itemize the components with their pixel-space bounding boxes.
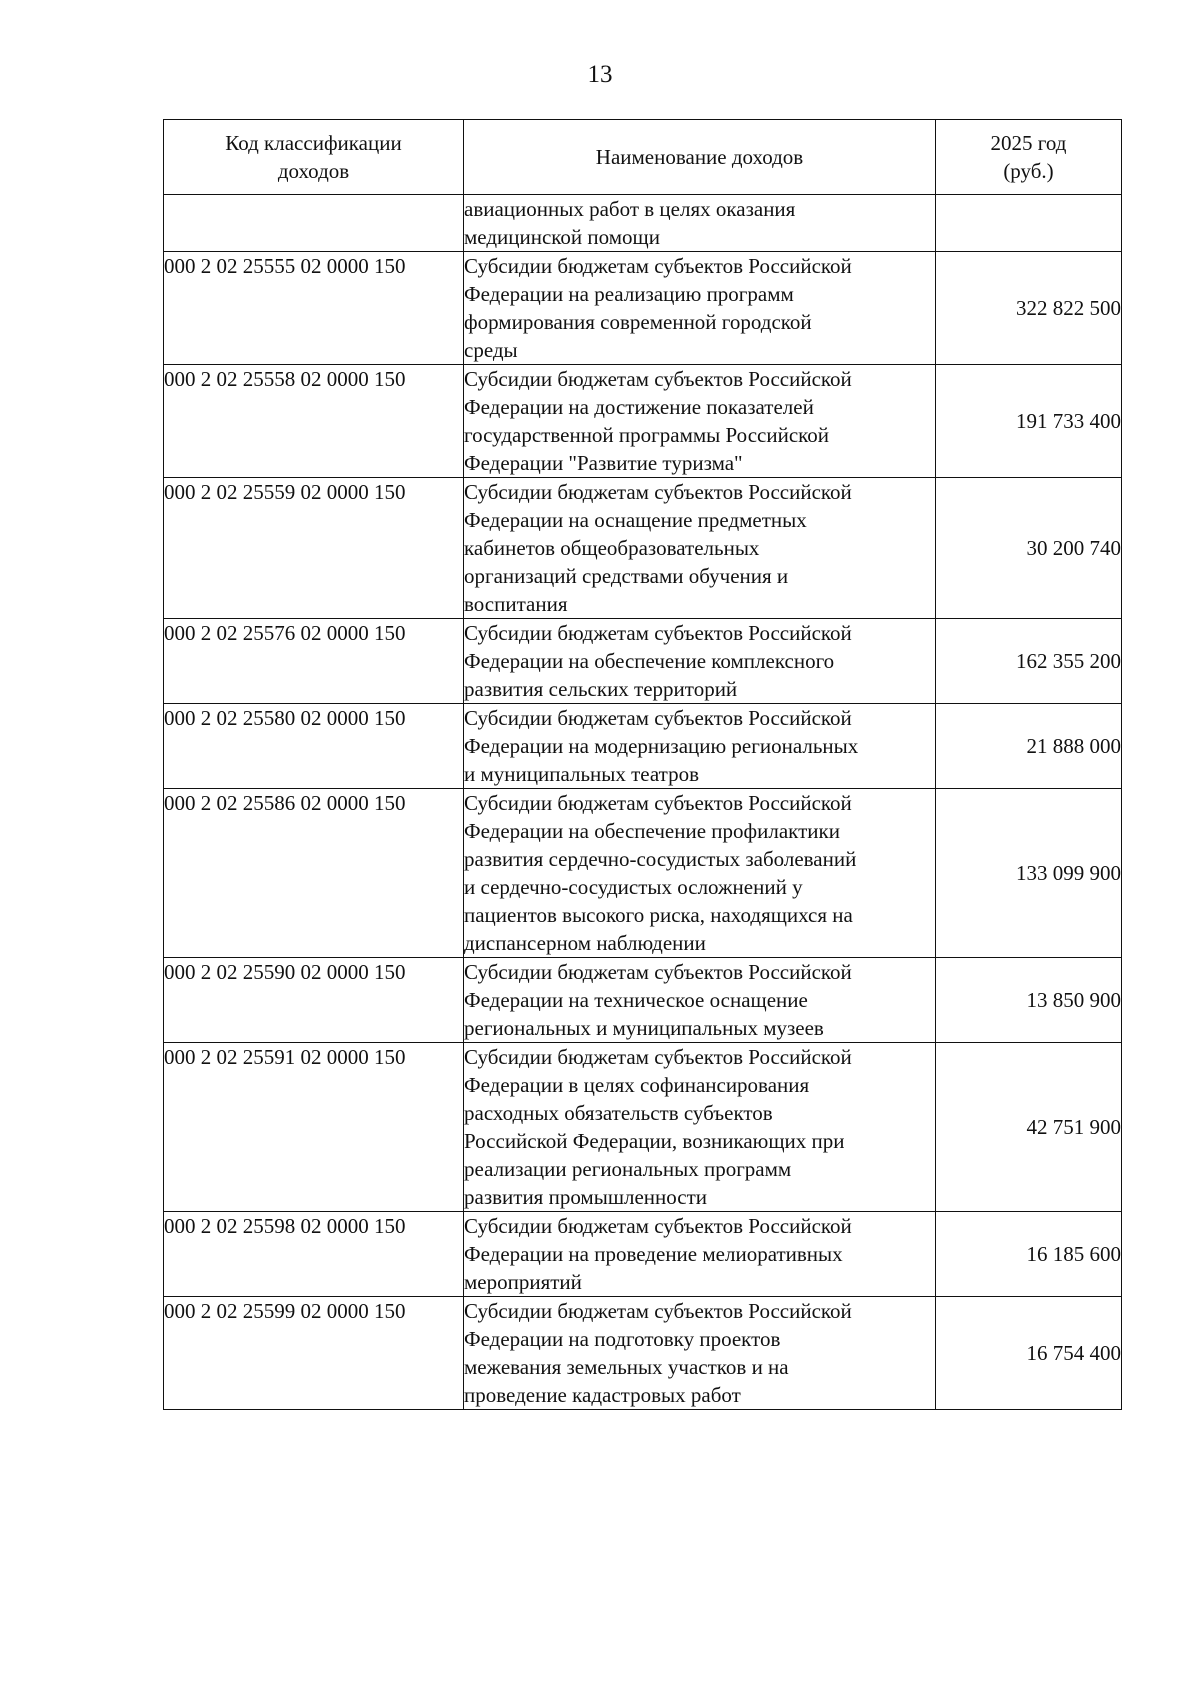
revenue-name-line: проведение кадастровых работ (464, 1383, 741, 1407)
revenue-name-cell (464, 365, 936, 478)
table-body (164, 195, 1122, 1410)
revenue-code-cell: 000 2 02 25559 02 0000 150 (164, 478, 464, 619)
revenue-name-line: воспитания (464, 592, 568, 616)
revenue-name-line: Федерации в целях софинансирования (464, 1073, 810, 1097)
table-row (164, 1043, 1122, 1212)
revenue-name-line: развития сердечно-сосудистых заболеваний (464, 847, 857, 871)
header-name-label: Наименование доходов (595, 145, 804, 169)
revenue-code-cell: 000 2 02 25590 02 0000 150 (164, 958, 464, 1043)
revenue-name-cell (464, 478, 936, 619)
revenue-name-line: Субсидии бюджетам субъектов Российской (464, 706, 852, 730)
table-row (164, 619, 1122, 704)
revenue-amount-cell: 133 099 900 (936, 789, 1122, 958)
revenue-amount-cell: 13 850 900 (936, 958, 1122, 1043)
revenue-name-line: мероприятий (464, 1270, 582, 1294)
revenue-amount-cell: 162 355 200 (936, 619, 1122, 704)
table-header-row (164, 120, 1122, 195)
revenue-code-cell: 000 2 02 25591 02 0000 150 (164, 1043, 464, 1212)
revenue-code-cell: 000 2 02 25555 02 0000 150 (164, 252, 464, 365)
revenue-name-line: диспансерном наблюдении (464, 931, 706, 955)
revenue-name-line: реализации региональных программ (464, 1157, 792, 1181)
header-code (164, 120, 464, 195)
revenue-name-line: Субсидии бюджетам субъектов Российской (464, 1299, 852, 1323)
revenue-name-line: Федерации на обеспечение профилактики (464, 819, 840, 843)
revenue-name-line: Субсидии бюджетам субъектов Российской (464, 254, 852, 278)
revenue-name-line: региональных и муниципальных музеев (464, 1016, 824, 1040)
revenue-name-cell (464, 704, 936, 789)
table-row (164, 789, 1122, 958)
revenue-code-cell: 000 2 02 25586 02 0000 150 (164, 789, 464, 958)
revenue-name-line: Федерации на проведение мелиоративных (464, 1242, 843, 1266)
header-name (464, 120, 936, 195)
revenue-name-line: развития сельских территорий (464, 677, 738, 701)
revenue-table (163, 119, 1122, 1410)
revenue-code-cell: 000 2 02 25599 02 0000 150 (164, 1297, 464, 1410)
revenue-name-line: Федерации на достижение показателей (464, 395, 814, 419)
revenue-name-cell (464, 619, 936, 704)
table-row (164, 365, 1122, 478)
revenue-name-line: Федерации на техническое оснащение (464, 988, 808, 1012)
revenue-amount-cell: 21 888 000 (936, 704, 1122, 789)
revenue-name-line: организаций средствами обучения и (464, 564, 789, 588)
revenue-name-line: пациентов высокого риска, находящихся на (464, 903, 853, 927)
revenue-name-line: Федерации на модернизацию региональных (464, 734, 859, 758)
table-row (164, 195, 1122, 252)
revenue-name-line: межевания земельных участков и на (464, 1355, 789, 1379)
revenue-name-cell (464, 1212, 936, 1297)
revenue-amount-cell: 42 751 900 (936, 1043, 1122, 1212)
revenue-name-cell (464, 789, 936, 958)
revenue-name-line: среды (464, 338, 518, 362)
revenue-name-cell (464, 1043, 936, 1212)
revenue-name-line: Субсидии бюджетам субъектов Российской (464, 480, 852, 504)
revenue-name-line: государственной программы Российской (464, 423, 830, 447)
table-row (164, 1212, 1122, 1297)
revenue-name-line: формирования современной городской (464, 310, 812, 334)
revenue-code-cell: 000 2 02 25580 02 0000 150 (164, 704, 464, 789)
revenue-amount-cell: 322 822 500 (936, 252, 1122, 365)
table-row (164, 704, 1122, 789)
revenue-amount-cell (936, 195, 1122, 252)
revenue-code-cell (164, 195, 464, 252)
revenue-name-line: Субсидии бюджетам субъектов Российской (464, 960, 852, 984)
revenue-name-line: Федерации на обеспечение комплексного (464, 649, 835, 673)
page-number: 13 (587, 61, 613, 88)
revenue-amount-cell: 191 733 400 (936, 365, 1122, 478)
header-amount-label: 2025 год (руб.) (990, 131, 1067, 183)
revenue-code-cell: 000 2 02 25576 02 0000 150 (164, 619, 464, 704)
revenue-amount-cell: 16 185 600 (936, 1212, 1122, 1297)
revenue-name-cell (464, 252, 936, 365)
revenue-code-cell: 000 2 02 25558 02 0000 150 (164, 365, 464, 478)
table-row (164, 252, 1122, 365)
header-code-label: Код классификации доходов (225, 131, 402, 183)
revenue-name-line: развития промышленности (464, 1185, 708, 1209)
revenue-name-line: Федерации "Развитие туризма" (464, 451, 743, 475)
revenue-name-line: Российской Федерации, возникающих при (464, 1129, 845, 1153)
revenue-name-line: и сердечно-сосудистых осложнений у (464, 875, 803, 899)
revenue-name-line: Федерации на подготовку проектов (464, 1327, 781, 1351)
revenue-name-cell (464, 195, 936, 252)
revenue-name-cell (464, 958, 936, 1043)
revenue-name-cell (464, 1297, 936, 1410)
revenue-name-line: Федерации на оснащение предметных (464, 508, 807, 532)
revenue-name-line: авиационных работ в целях оказания (464, 197, 796, 221)
header-amount (936, 120, 1122, 195)
revenue-amount-cell: 16 754 400 (936, 1297, 1122, 1410)
revenue-name-line: и муниципальных театров (464, 762, 700, 786)
table-row (164, 1297, 1122, 1410)
revenue-name-line: Субсидии бюджетам субъектов Российской (464, 1214, 852, 1238)
revenue-code-cell: 000 2 02 25598 02 0000 150 (164, 1212, 464, 1297)
revenue-name-line: Субсидии бюджетам субъектов Российской (464, 367, 852, 391)
revenue-amount-cell: 30 200 740 (936, 478, 1122, 619)
revenue-name-line: медицинской помощи (464, 225, 660, 249)
table-row (164, 958, 1122, 1043)
table-row (164, 478, 1122, 619)
revenue-name-line: Федерации на реализацию программ (464, 282, 794, 306)
revenue-name-line: Субсидии бюджетам субъектов Российской (464, 1045, 852, 1069)
revenue-name-line: кабинетов общеобразовательных (464, 536, 760, 560)
revenue-name-line: Субсидии бюджетам субъектов Российской (464, 621, 852, 645)
revenue-name-line: расходных обязательств субъектов (464, 1101, 773, 1125)
revenue-name-line: Субсидии бюджетам субъектов Российской (464, 791, 852, 815)
